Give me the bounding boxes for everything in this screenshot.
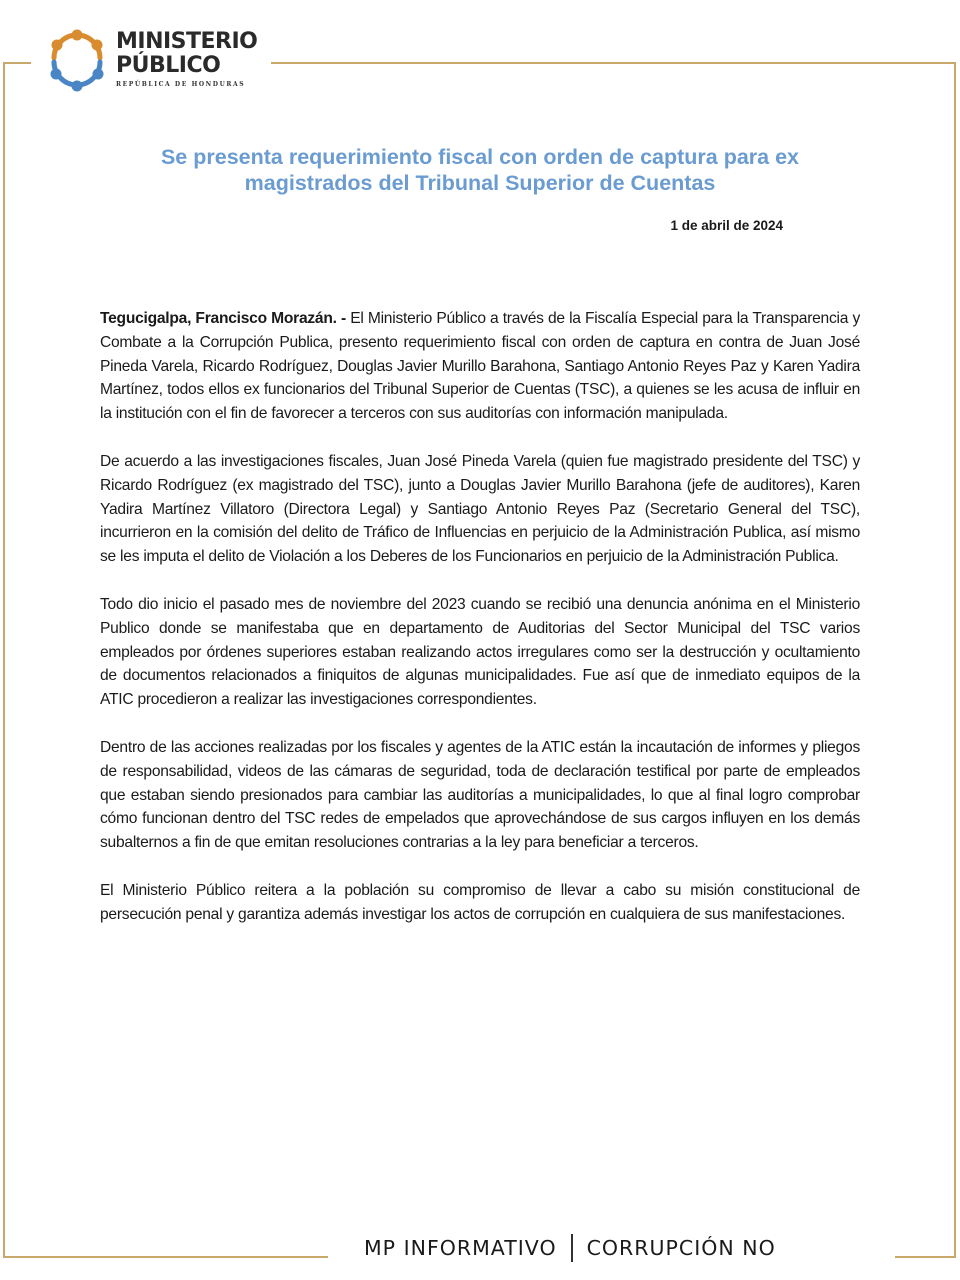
paragraph-2: De acuerdo a las investigaciones fiscales, Juan José Pineda Varela (quien fue magistrado presidente del TSC) y Ricardo Rodríguez (ex magistrado del TSC), junto a Douglas Javier Murillo Barahona (jefe de auditores), Karen Yadira Martínez Villatoro (Directora Legal) y Santiago Antonio Reyes Paz (Secretario General del TSC), incurrieron en la comisión del delito de Tráfico de Influencias en perjuicio de la Administración Publica, así mismo se les imputa el delito de Violación a los Deberes de los Funcionarios en perjuicio de la Administración Publica. [100,452,860,566]
paragraph-4: Dentro de las acciones realizadas por los fiscales y agentes de la ATIC están la incautación de informes y pliegos de responsabilidad, videos de las cámaras de seguridad, toda de declaración testifical por parte de empleados que estaban siendo presionados para cambiar las auditorías a municipalidades, lo que al final logro comprobar cómo funcionan dentro del TSC redes de empelados que aprovechándose de sus cargos influyen en los demás subalternos a fin de que emitan resoluciones contrarias a la ley para beneficiar a terceros. [100,738,860,852]
people-circle-emblem-icon [44,28,110,94]
frame-top-left-line [3,62,31,64]
footer-separator [571,1234,573,1262]
frame-bottom-left-line [3,1256,328,1258]
paragraph-1 [100,307,860,426]
paragraph-1-text: El Ministerio Público a través de la Fiscalía Especial para la Transparencia y Combate a la Corrupción Publica, presento requerimiento fiscal con orden de captura en contra de Juan José Pineda Varela, Ricardo Rodríguez, Douglas Javier Murillo Barahona, Santiago Antonio Reyes Paz y Karen Yadira Martínez, todos ellos ex funcionarios del Tribunal Superior de Cuentas (TSC), a quienes se les acusa de influir en la institución con el fin de favorecer a terceros con sus auditorías con información manipulada. [100,310,860,423]
logo-subtitle: REPÚBLICA DE HONDURAS [116,81,246,88]
logo-wordmark [116,30,257,88]
press-release-title: Se presenta requerimiento fiscal con orden de captura para ex magistrados del Tribunal Superior de Cuentas [160,145,800,195]
publication-date: 1 de abril de 2024 [670,218,783,233]
frame-top-right-line [271,62,956,64]
footer-corrupcion-no: CORRUPCIÓN NO [586,1236,776,1260]
logo-line-ministerio: MINISTERIO [116,29,258,54]
paragraph-3: Todo dio inicio el pasado mes de noviembre del 2023 cuando se recibió una denuncia anónima en el Ministerio Publico donde se manifestaba que en departamento de Auditorias del Sector Municipal del TSC varios empleados por órdenes superiores estaban realizando actos irregulares como ser la destrucción y ocultamiento de documentos relacionados a finiquitos de algunas municipalidades. Fue así que de inmediato equipos de la ATIC procedieron a realizar las investigaciones correspondientes. [100,595,860,709]
ministerio-publico-logo [44,28,257,94]
footer-mp-informativo: MP INFORMATIVO [364,1236,557,1260]
article-body [100,307,860,951]
logo-line-publico: PÚBLICO [116,53,221,78]
paragraph-5: El Ministerio Público reitera a la población su compromiso de llevar a cabo su misión constitucional de persecución penal y garantiza además investigar los actos de corrupción en cualquiera de sus manifestaciones. [100,881,860,923]
frame-bottom-right-line [895,1256,956,1258]
frame-left-line [3,62,5,1258]
footer-tagline [364,1234,776,1262]
dateline: Tegucigalpa, Francisco Morazán. - [100,310,346,327]
frame-right-line [954,62,956,1258]
